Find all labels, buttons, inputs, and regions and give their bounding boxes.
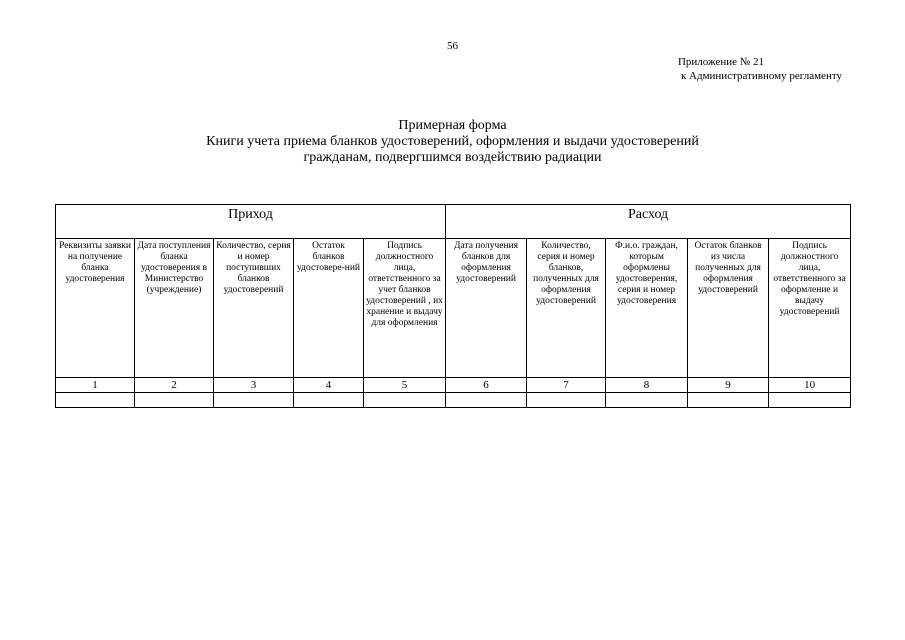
column-number: 10 xyxy=(769,378,851,393)
column-header: Остаток бланков из числа полученных для оформления удостоверений xyxy=(688,239,769,378)
column-header-row xyxy=(56,239,851,378)
column-header: Остаток бланков удостовере-ний xyxy=(294,239,364,378)
table-cell xyxy=(769,393,851,408)
column-number-row xyxy=(56,378,851,393)
table-cell xyxy=(135,393,214,408)
column-header: Реквизиты заявки на получение бланка удостоверения xyxy=(56,239,135,378)
column-header: Дата получения бланков для оформления удостоверений xyxy=(446,239,527,378)
appendix-reference xyxy=(678,55,842,83)
table-cell xyxy=(364,393,446,408)
appendix-line-2: к Административному регламенту xyxy=(680,70,842,82)
title-line-3: гражданам, подвергшимся воздействию радиации xyxy=(303,150,602,165)
table-cell xyxy=(56,393,135,408)
title-line-1: Примерная форма xyxy=(398,118,507,133)
table-cell xyxy=(446,393,527,408)
page-number: 56 xyxy=(447,40,458,52)
column-number: 7 xyxy=(527,378,606,393)
group-income: Приход xyxy=(56,205,446,239)
column-number: 3 xyxy=(214,378,294,393)
column-number: 1 xyxy=(56,378,135,393)
table-cell xyxy=(294,393,364,408)
appendix-line-1: Приложение № 21 xyxy=(677,56,764,68)
empty-data-row xyxy=(56,393,851,408)
column-header: Количество, серия и номер поступивших бланков удостоверений xyxy=(214,239,294,378)
column-header: Количество, серия и номер бланков, полученных для оформления удостоверений xyxy=(527,239,606,378)
column-number: 6 xyxy=(446,378,527,393)
column-number: 2 xyxy=(135,378,214,393)
column-number: 8 xyxy=(606,378,688,393)
table-cell xyxy=(606,393,688,408)
column-header: Подпись должностного лица, ответственного за учет бланков удостоверений , их хранение и выдачу для оформления xyxy=(364,239,446,378)
column-header: Ф.и.о. граждан, которым оформлены удостоверения, серия и номер удостоверения xyxy=(606,239,688,378)
table-cell xyxy=(527,393,606,408)
group-header-row xyxy=(56,205,851,239)
column-number: 5 xyxy=(364,378,446,393)
column-header: Подпись должностного лица, ответственного за оформление и выдачу удостоверений xyxy=(769,239,851,378)
document-title xyxy=(0,118,905,166)
column-number: 4 xyxy=(294,378,364,393)
title-line-2: Книги учета приема бланков удостоверений, оформления и выдачи удостоверений xyxy=(206,134,699,149)
table-cell xyxy=(688,393,769,408)
group-expense: Расход xyxy=(446,205,851,239)
column-number: 9 xyxy=(688,378,769,393)
table-cell xyxy=(214,393,294,408)
register-table xyxy=(55,204,851,408)
column-header: Дата поступления бланка удостоверения в Министерство (учреждение) xyxy=(135,239,214,378)
